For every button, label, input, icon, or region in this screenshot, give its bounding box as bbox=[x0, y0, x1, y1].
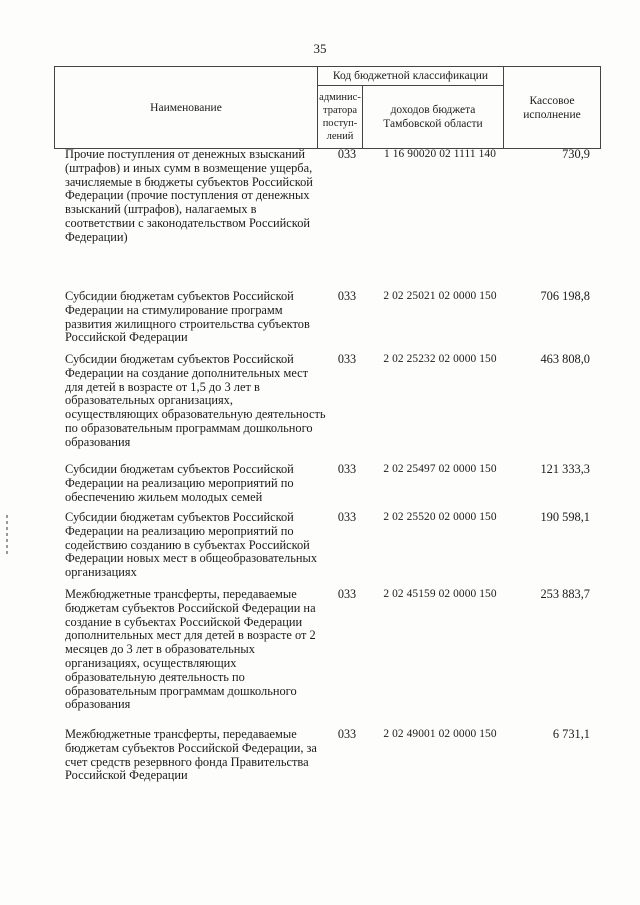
page-number: 35 bbox=[313, 41, 327, 56]
row-income-code: 2 02 25497 02 0000 150 bbox=[383, 463, 497, 475]
header-admin: админис-тратора поступ-лений bbox=[318, 86, 363, 149]
row-amount: 730,9 bbox=[562, 147, 590, 161]
row-admin-code: 033 bbox=[337, 289, 357, 303]
row-admin-code: 033 bbox=[337, 462, 357, 476]
header-execution: Кассовое исполнение bbox=[504, 67, 601, 149]
row-amount: 463 808,0 bbox=[540, 352, 590, 366]
scan-margin-mark bbox=[6, 515, 8, 555]
row-admin-code: 033 bbox=[337, 587, 357, 601]
row-amount: 706 198,8 bbox=[540, 289, 590, 303]
row-amount: 121 333,3 bbox=[540, 462, 590, 476]
row-name: Прочие поступления от денежных взысканий (штрафов) и иных сумм в возмещение ущерба, зачисляемые в бюджеты субъектов Российской Федерации (прочие поступления от денежных взысканий (штрафов), налагаемых в соответствии с законодательством Российской Федерации) bbox=[65, 147, 313, 244]
row-amount: 190 598,1 bbox=[540, 510, 590, 524]
table-header bbox=[54, 66, 601, 149]
row-income-code: 2 02 25232 02 0000 150 bbox=[383, 353, 497, 365]
row-admin-code: 033 bbox=[337, 147, 357, 161]
row-income-code: 2 02 25520 02 0000 150 bbox=[383, 511, 497, 523]
row-income-code: 2 02 49001 02 0000 150 bbox=[383, 728, 497, 740]
row-name: Межбюджетные трансферты, передаваемые бюджетам субъектов Российской Федерации, за счет средств резервного фонда Правительства Российской Федерации bbox=[65, 727, 317, 783]
row-income-code: 1 16 90020 02 1111 140 bbox=[384, 148, 496, 160]
row-amount: 253 883,7 bbox=[540, 587, 590, 601]
header-name: Наименование bbox=[55, 67, 318, 149]
header-income: доходов бюджета Тамбовской области bbox=[363, 86, 504, 149]
header-code-group: Код бюджетной классификации bbox=[318, 67, 504, 86]
row-name: Межбюджетные трансферты, передаваемые бюджетам субъектов Российской Федерации на создание в субъектах Российской Федерации дополнительных мест для детей в возрасте от 2 месяцев до 3 лет в образовательных организациях, осуществляющих образовательную деятельность по образовательным программам дошкольного образования bbox=[65, 587, 316, 712]
row-income-code: 2 02 25021 02 0000 150 bbox=[383, 290, 497, 302]
row-amount: 6 731,1 bbox=[552, 727, 590, 741]
row-name: Субсидии бюджетам субъектов Российской Федерации на реализацию мероприятий по обеспечению жильем молодых семей bbox=[65, 462, 294, 504]
row-income-code: 2 02 45159 02 0000 150 bbox=[383, 588, 497, 600]
row-name: Субсидии бюджетам субъектов Российской Федерации на создание дополнительных мест для детей в возрасте от 1,5 до 3 лет в образовательных организациях, осуществляющих образовательную деятельность по образовательным программам дошкольного образования bbox=[65, 352, 326, 449]
row-admin-code: 033 bbox=[337, 352, 357, 366]
row-name: Субсидии бюджетам субъектов Российской Федерации на стимулирование программ развития жилищного строительства субъектов Российской Федерации bbox=[65, 289, 310, 345]
row-name: Субсидии бюджетам субъектов Российской Федерации на реализацию мероприятий по содействию созданию в субъектах Российской Федерации новых мест в общеобразовательных организациях bbox=[65, 510, 318, 580]
row-admin-code: 033 bbox=[337, 727, 357, 741]
row-admin-code: 033 bbox=[337, 510, 357, 524]
